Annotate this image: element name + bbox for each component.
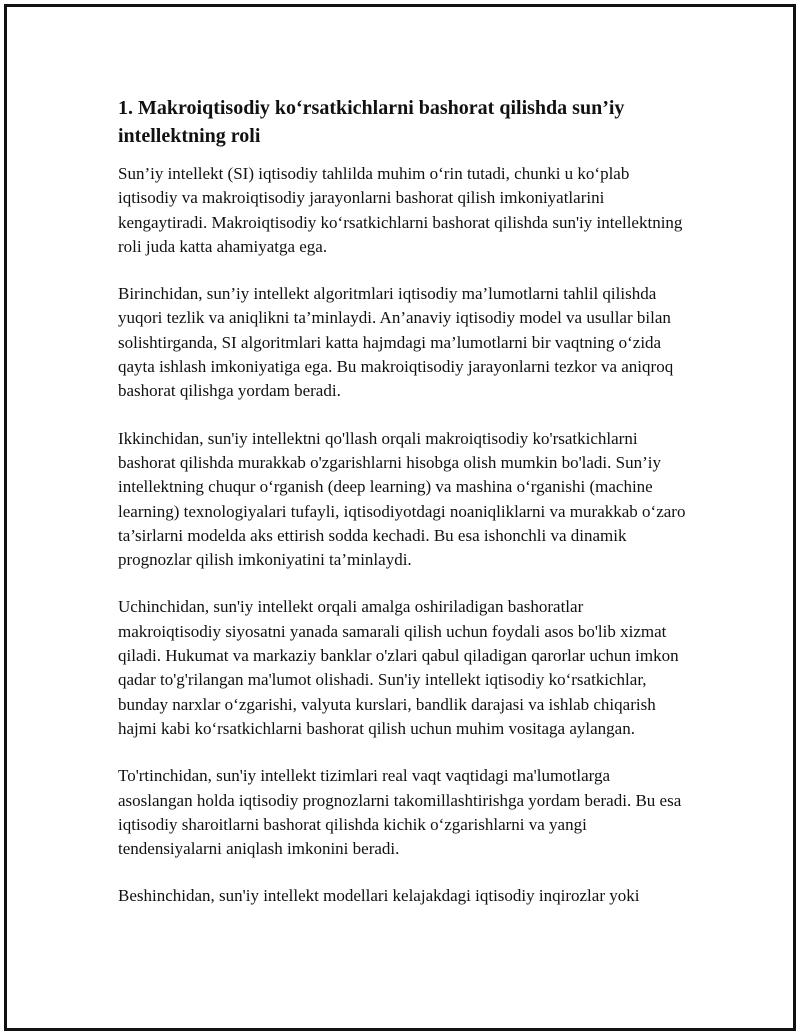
document-body: [118, 94, 688, 932]
paragraph-fifth: Beshinchidan, sun'iy intellekt modellari kelajakdagi iqtisodiy inqirozlar yoki: [118, 886, 640, 906]
paragraph-first: Birinchidan, sun’iy intellekt algoritmlari iqtisodiy ma’lumotlarni tahlil qilishda yuqori tezlik va aniqlikni ta’minlaydi. An’anaviy iqtisodiy model va usullar bilan solishtirganda, SI algoritmlari katta hajmdagi ma’lumotlarni bir vaqtning oʻzida qayta ishlash imkoniyatiga ega. Bu makroiqtisodiy jarayonlarni tezkor va aniqroq bashorat qilishga yordam beradi.: [118, 284, 674, 401]
section-heading: 1. Makroiqtisodiy koʻrsatkichlarni bashorat qilishda sun’iy intellektning roli: [118, 97, 625, 147]
paragraph-second: Ikkinchidan, sun'iy intellektni qo'llash orqali makroiqtisodiy ko'rsatkichlarni bashorat qilishda murakkab o'zgarishlarni hisobga olish mumkin bo'ladi. Sun’iy intellektning chuqur oʻrganish (deep learning) va mashina oʻrganishi (machine learning) texnologiyalari tufayli, iqtisodiyotdagi noaniqliklarni va murakkab oʻzaro ta’sirlarni modelda aks ettirish sodda kechadi. Bu esa ishonchli va dinamik prognozlar qilish imkoniyatini ta’minlaydi.: [118, 428, 686, 570]
paragraph-third: Uchinchidan, sun'iy intellekt orqali amalga oshiriladigan bashoratlar makroiqtisodiy siyosatni yanada samarali qilish uchun foydali asos bo'lib xizmat qiladi. Hukumat va markaziy banklar o'zlari qabul qiladigan qarorlar uchun imkon qadar to'g'rilangan ma'lumot olishadi. Sun'iy intellekt iqtisodiy koʻrsatkichlar, bunday narxlar oʻzgarishi, valyuta kurslari, bandlik darajasi va ishlab chiqarish hajmi kabi koʻrsatkichlarni bashorat qilish uchun muhim vositaga aylangan.: [118, 597, 679, 738]
paragraph-intro: Sun’iy intellekt (SI) iqtisodiy tahlilda muhim oʻrin tutadi, chunki u koʻplab iqtisodiy va makroiqtisodiy jarayonlarni bashorat qilish imkoniyatlarini kengaytiradi. Makroiqtisodiy koʻrsatkichlarni bashorat qilishda sun'iy intellektning roli juda katta ahamiyatga ega.: [118, 164, 683, 256]
paragraph-fourth: To'rtinchidan, sun'iy intellekt tizimlari real vaqt vaqtidagi ma'lumotlarga asoslangan holda iqtisodiy prognozlarni takomillashtirishga yordam beradi. Bu esa iqtisodiy sharoitlarni bashorat qilishda kichik oʻzgarishlarni va yangi tendensiyalarni aniqlash imkonini beradi.: [118, 766, 682, 859]
